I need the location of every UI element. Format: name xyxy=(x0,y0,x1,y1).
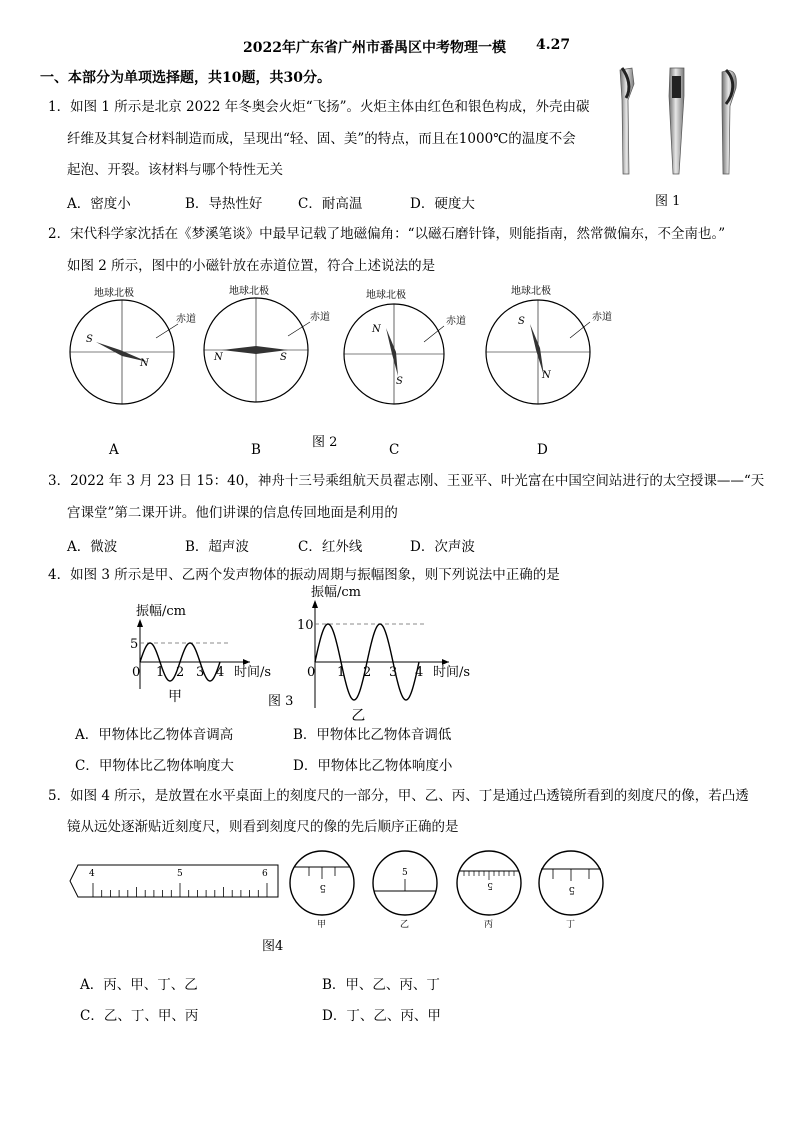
q2-option-b: B xyxy=(251,442,261,458)
needle-n-b: N xyxy=(214,352,223,363)
q4-option-a: A．甲物体比乙物体音调高 xyxy=(75,727,234,743)
x-tick-label-0-0: 0 xyxy=(132,665,141,680)
needle-s-d: S xyxy=(518,316,525,327)
x-tick-label-1-4: 4 xyxy=(415,665,424,680)
y-tick-label-1: 10 xyxy=(297,618,314,633)
q3-option-d: D．次声波 xyxy=(410,539,475,555)
q3-line-2: 宫课堂”第二课开讲。他们讲课的信息传回地面是利用的 xyxy=(67,505,398,521)
lens-digit-yi: 5 xyxy=(402,868,408,878)
y-axis-label-1: 振幅/cm xyxy=(311,585,361,600)
q4-option-d: D．甲物体比乙物体响度小 xyxy=(293,758,453,774)
needle-s-c: S xyxy=(396,376,403,387)
torch-1 xyxy=(620,68,634,174)
needle-s-a: S xyxy=(86,334,93,345)
q1-option-a: A．密度小 xyxy=(67,196,131,212)
q3-option-c: C．红外线 xyxy=(298,539,363,555)
x-axis-label-0: 时间/s xyxy=(234,665,272,680)
north-pole-label-b: 地球北极 xyxy=(229,286,269,297)
chart-caption-0: 甲 xyxy=(168,689,182,705)
ruler-number-6: 6 xyxy=(262,869,268,879)
y-tick-label-0: 5 xyxy=(130,637,139,652)
chart-caption-1: 乙 xyxy=(351,708,366,724)
section-heading: 一、本部分为单项选择题，共10题，共30分。 xyxy=(40,70,331,86)
q5-line-1: 5．如图 4 所示，是放置在水平桌面上的刻度尺的一部分，甲、乙、丙、丁是通过凸透镜所看到的刻度尺的像，若凸透 xyxy=(48,788,749,804)
page-title: 2022年广东省广州市番禺区中考物理一模 xyxy=(243,40,506,56)
figure-4-caption: 图4 xyxy=(262,939,284,954)
q1-option-c: C．耐高温 xyxy=(298,196,363,212)
x-tick-label-0-1: 1 xyxy=(156,665,165,680)
equator-label-d: 赤道 xyxy=(592,312,612,323)
q2-option-a: A xyxy=(109,442,119,458)
q4-option-c: C．甲物体比乙物体响度大 xyxy=(75,758,234,774)
y-axis-arrow-1 xyxy=(312,600,318,608)
ruler-lens-figure xyxy=(60,845,620,935)
q3-option-b: B．超声波 xyxy=(185,539,249,555)
lens-digit-jia: 5 xyxy=(319,882,326,893)
needle-n-d: N xyxy=(542,370,551,381)
lens-jia xyxy=(290,851,354,930)
x-axis-label-1: 时间/s xyxy=(433,665,471,680)
x-tick-label-0-3: 3 xyxy=(196,665,205,680)
figure-1-caption: 图 1 xyxy=(655,194,681,209)
y-axis-label-0: 振幅/cm xyxy=(136,604,186,619)
q3-line-1: 3．2022 年 3 月 23 日 15：40，神舟十三号乘组航天员翟志刚、王亚平、叶光富在中国空间站进行的太空授课——“天 xyxy=(48,473,765,489)
chart-yi xyxy=(297,584,470,724)
figure-2-caption: 图 2 xyxy=(312,435,338,450)
lens-digit-bing: 5 xyxy=(487,880,493,890)
north-pole-label-c: 地球北极 xyxy=(366,290,406,301)
x-tick-label-0-4: 4 xyxy=(216,665,225,680)
q2-line-1: 2．宋代科学家沈括在《梦溪笔谈》中最早记载了地磁偏角：“以磁石磨针锋，则能指南，然常微偏东，不全南也。” xyxy=(48,226,726,242)
lens-label-ding: 丁 xyxy=(566,920,576,930)
q4-line: 4．如图 3 所示是甲、乙两个发声物体的振动周期与振幅图象，则下列说法中正确的是 xyxy=(48,567,560,583)
q1-line-3: 起泡、开裂。该材料与哪个特性无关 xyxy=(67,162,283,178)
q2-line-2: 如图 2 所示，图中的小磁针放在赤道位置，符合上述说法的是 xyxy=(67,258,436,274)
q1-option-d: D．硬度大 xyxy=(410,196,475,212)
q1-line-2: 纤维及其复合材料制造而成，呈现出“轻、固、美”的特点，而且在1000℃的温度不会 xyxy=(67,131,576,147)
q2-option-d: D xyxy=(537,442,548,458)
chart-jia xyxy=(130,603,271,705)
torch-2 xyxy=(669,68,684,174)
lens-label-jia: 甲 xyxy=(317,920,327,930)
q5-option-c: C．乙、丁、甲、丙 xyxy=(80,1008,199,1024)
q5-option-a: A．丙、甲、丁、乙 xyxy=(80,977,198,993)
q3-option-a: A．微波 xyxy=(67,539,118,555)
figure-3-caption: 图 3 xyxy=(268,694,294,709)
equator-label-a: 赤道 xyxy=(176,314,196,325)
q1-line-1: 1．如图 1 所示是北京 2022 年冬奥会火炬“飞扬”。火炬主体由红色和银色构成，外壳由碳 xyxy=(48,99,590,115)
lens-yi xyxy=(373,851,437,930)
ruler-number-5: 5 xyxy=(177,869,183,879)
ruler xyxy=(70,865,278,897)
q5-option-d: D．丁、乙、丙、甲 xyxy=(322,1008,441,1024)
lens-ding xyxy=(539,851,603,930)
x-tick-label-0-2: 2 xyxy=(176,665,185,680)
needle-n-c: N xyxy=(372,324,381,335)
x-tick-label-1-1: 1 xyxy=(337,665,346,680)
lens-label-bing: 丙 xyxy=(484,920,494,930)
q4-option-b: B．甲物体比乙物体音调低 xyxy=(293,727,452,743)
compass-figure xyxy=(60,280,660,430)
x-tick-label-1-0: 0 xyxy=(307,665,316,680)
equator-label-c: 赤道 xyxy=(446,316,466,327)
x-tick-label-1-2: 2 xyxy=(363,665,372,680)
equator-label-b: 赤道 xyxy=(310,312,330,323)
vibration-figure xyxy=(120,585,490,724)
torch-3 xyxy=(722,70,736,174)
lens-digit-ding: 5 xyxy=(568,884,575,895)
q1-option-b: B．导热性好 xyxy=(185,196,263,212)
lens-label-yi: 乙 xyxy=(400,920,410,930)
ruler-number-4: 4 xyxy=(89,869,95,879)
torch-figure xyxy=(612,66,762,178)
q5-option-b: B．甲、乙、丙、丁 xyxy=(322,977,440,993)
lens-bing xyxy=(457,851,521,930)
needle-n-a: N xyxy=(140,358,149,369)
exam-date: 4.27 xyxy=(536,37,571,53)
north-pole-label-d: 地球北极 xyxy=(511,286,551,297)
needle-s-b: S xyxy=(280,352,287,363)
q2-option-c: C xyxy=(389,442,400,458)
x-tick-label-1-3: 3 xyxy=(389,665,398,680)
y-axis-arrow-0 xyxy=(137,619,143,627)
north-pole-label-a: 地球北极 xyxy=(94,288,134,299)
q5-line-2: 镜从远处逐渐贴近刻度尺，则看到刻度尺的像的先后顺序正确的是 xyxy=(67,819,459,835)
